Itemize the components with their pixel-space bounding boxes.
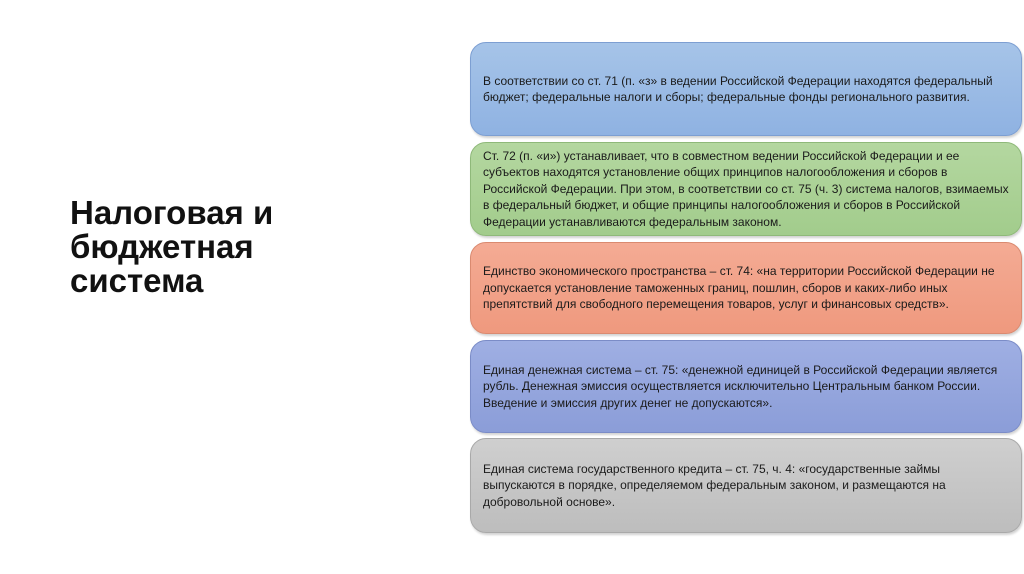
info-card-state-credit <box>470 438 1022 533</box>
slide-title-line: бюджетная <box>70 228 254 265</box>
info-card-economic-space <box>470 242 1022 334</box>
slide-title-line: система <box>70 262 204 299</box>
info-card-monetary-system <box>470 340 1022 433</box>
info-card-federal-jurisdiction <box>470 42 1022 136</box>
info-card-text: Единая система государственного кредита – ст. 75, ч. 4: «государственные займы выпускаются в порядке, определяемом федеральным законом, и размещаются на добровольной основе». <box>483 461 946 509</box>
slide-title <box>70 196 400 298</box>
info-card-text: В соответствии со ст. 71 (п. «з» в ведении Российской Федерации находятся федеральный бюджет; федеральные налоги и сборы; федеральные фонды регионального развития. <box>483 73 993 104</box>
info-card-text: Единство экономического пространства – ст. 74: «на территории Российской Федерации не допускается установление таможенных границ, пошлин, сборов и каких-либо иных препятствий для свободного перемещения товаров, услуг и финансовых средств». <box>483 264 995 312</box>
info-card-text: Ст. 72 (п. «и») устанавливает, что в совместном ведении Российской Федерации и ее субъектов находятся установление общих принципов налогообложения и сборов в Российской Федерации. При этом, в соответствии со ст. 75 (ч. 3) система налогов, взимаемых в федеральный бюджет, и общие принципы налогообложения и сборов в Российской Федерации устанавливаются федеральным законом. <box>483 148 1009 229</box>
info-card-joint-jurisdiction <box>470 142 1022 236</box>
info-card-text: Единая денежная система – ст. 75: «денежной единицей в Российской Федерации является рубль. Денежная эмиссия осуществляется исключительно Центральным банком России. Введение и эмиссия других денег не допускаются». <box>483 362 998 410</box>
slide-title-line: Налоговая и <box>70 194 274 231</box>
